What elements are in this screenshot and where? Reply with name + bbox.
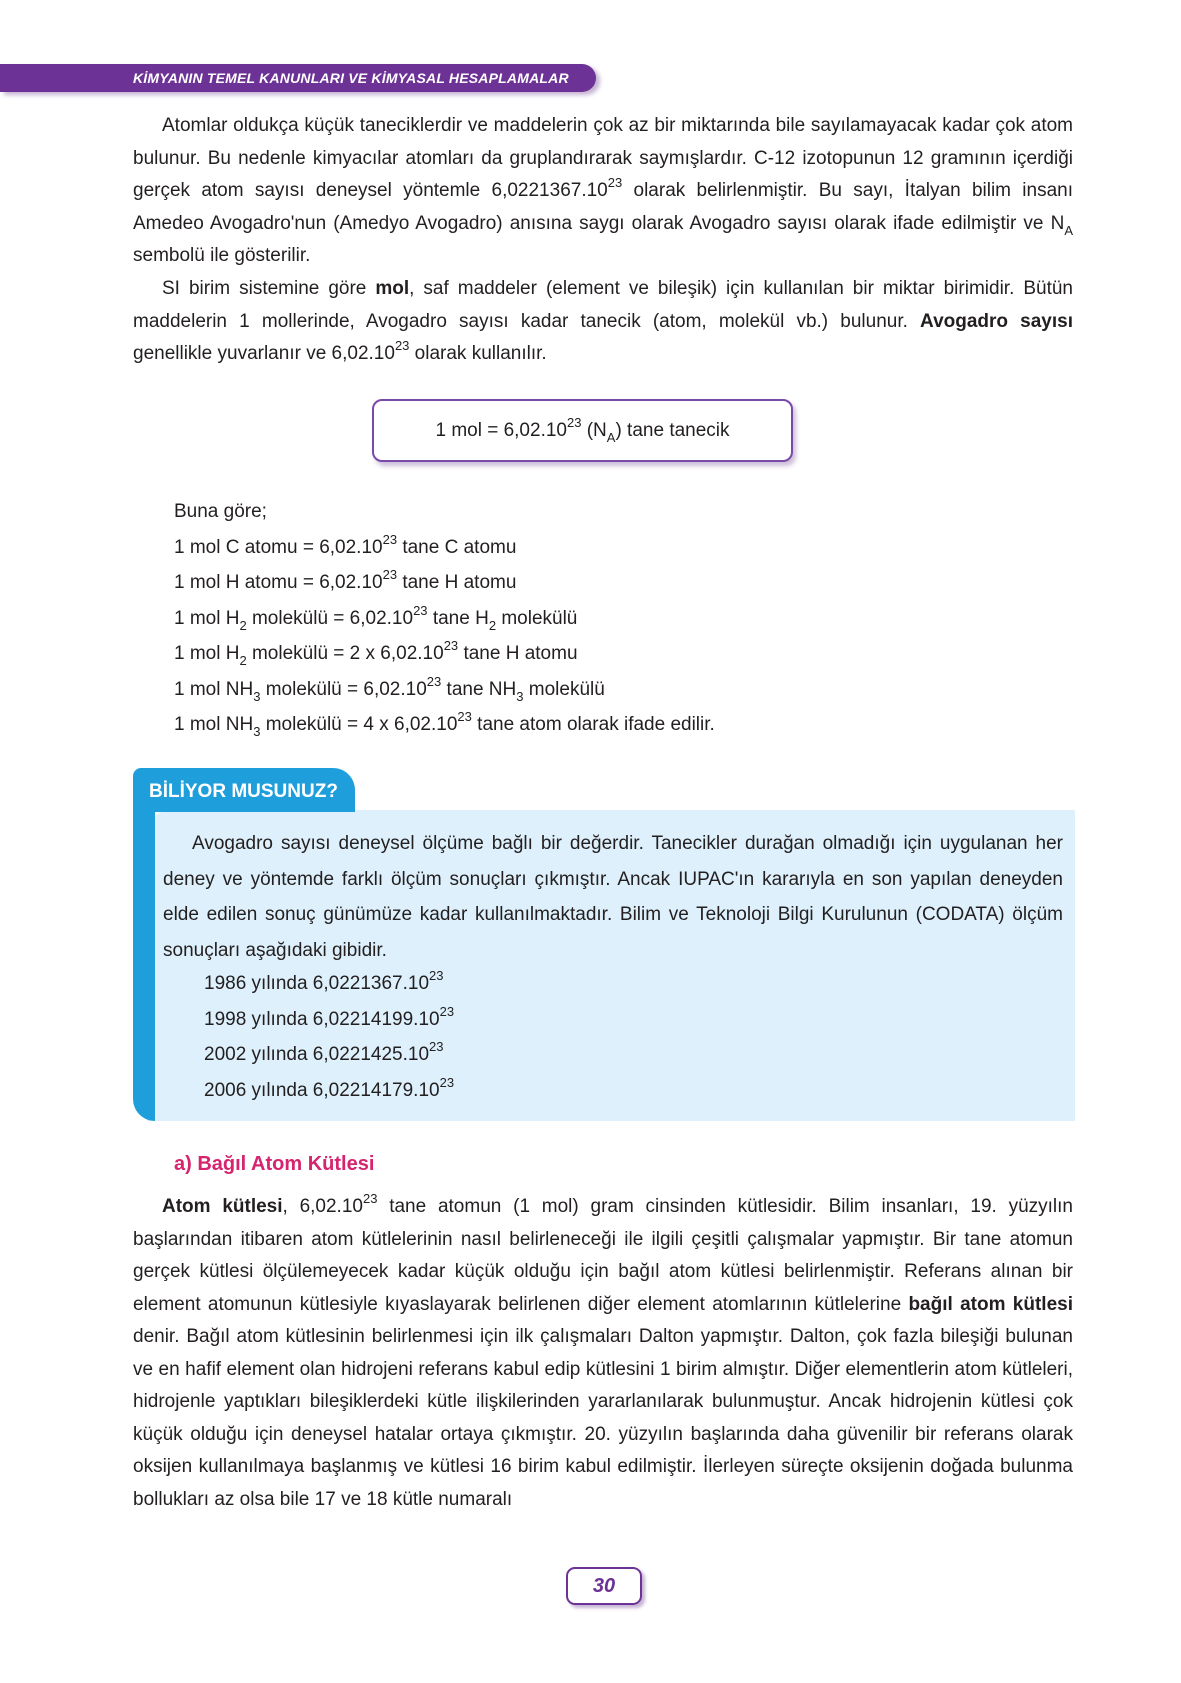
page-number: 30 [566,1567,642,1605]
intro-paragraph-2: SI birim sistemine göre mol, saf maddeler (element ve bileşik) için kullanılan bir miktar birimidir. Bütün maddelerin 1 mollerinde, Avogadro sayısı kadar tanecik (atom, molekül vb.) bulunur. Avogadro sayısı genellikle yuvarlanır ve 6,02.10$^{23}$ olarak kullanılır. [133,278,1073,364]
list-intro: Buna göre; [174,501,267,522]
list-item: 1 mol $H_2$ molekülü = 2 x 6,02.10$^{23}$ tane H atomu [174,638,578,668]
list-item: 2002 yılında 6,0221425.10$^{23}$ [204,1039,444,1065]
list-item: 1 mol C atomu = $6,02.10^{23}$ tane C atomu [174,531,517,558]
codata-values-list [204,966,454,1108]
list-item: 1998 yılında 6,02214199.10$^{23}$ [204,1003,455,1030]
list-item: 1986 yılında 6,0221367.10$^{23}$ [204,968,444,994]
list-item: 1 mol $H_2$ molekülü = $6,02.10^{23}$ tane $H_2$ molekülü [174,602,578,633]
info-box-accent-strip [133,805,155,1121]
info-box-tab: BİLİYOR MUSUNUZ? [133,768,355,812]
formula-text: 1 mol = $6,02.10^{23}$ $(N_A)$ tane tanecik [435,414,730,445]
intro-paragraph-1: Atomlar oldukça küçük taneciklerdir ve maddelerin çok az bir miktarında bile sayılamayacak kadar çok atom bulunur. Bu nedenle kimyacılar atomları da gruplandırarak saymışlardır. C-12 izotopunun 12 gramının içerdiği gerçek atom sayısı deneysel yöntemle 6,0221367.10$^{23}$ olarak belirlenmiştir. Bu sayı, İtalyan bilim insanı Amedeo Avogadro'nun (Amedyo Avogadro) anısına saygı olarak Avogadro sayısı olarak ifade edilmiştir ve $N_A$ sembolü ile gösterilir. [133,115,1073,266]
avogadro-formula-box [372,399,793,462]
info-box-text: Avogadro sayısı deneysel ölçüme bağlı bir değerdir. Tanecikler durağan olmadığı için uygulanan her deney ve yöntemde farklı ölçüm sonuçları çıkmıştır. Ancak IUPAC'ın kararıyla en son yapılan deneyden elde edilen sonuç günümüze kadar kullanılmaktadır. Bilim ve Teknoloji Bilgi Kurulunun (CODATA) ölçüm sonuçları aşağıdaki gibidir. [163,833,1063,961]
list-item: 2006 yılında 6,02214179.10$^{23}$ [204,1074,455,1101]
chapter-title: KİMYANIN TEMEL KANUNLARI VE KİMYASAL HESAPLAMALAR [133,70,569,86]
list-item: 1 mol $NH_3$ molekülü = 4 x 6,02.10$^{23}$ tane atom olarak ifade edilir. [174,709,715,739]
mole-examples-list [174,494,715,743]
section-title: a) Bağıl Atom Kütlesi [174,1153,375,1175]
section-paragraph: Atom kütlesi, 6,02.10$^{23}$ tane atomun (1 mol) gram cinsinden kütlesidir. Bilim insanları, 19. yüzyılın başlarından itibaren atom kütlelerinin nasıl belirleneceği ile ilgili çeşitli çalışmalar yapmıştır. Bir tane atomun gerçek kütlesi ölçülemeyecek kadar küçük olduğu için bağıl atom kütlesi belirlenmiştir. Referans alınan bir element atomunun kütlesiyle kıyaslayarak belirlenen diğer element atomlarının kütlelerine bağıl atom kütlesi denir. Bağıl atom kütlesinin belirlenmesi için ilk çalışmaları Dalton yapmıştır. Dalton, çok fazla bileşiği bulunan ve en hafif element olan hidrojeni referans kabul edip kütlesini 1 birim almıştır. Diğer elementlerin atom kütleleri, hidrojenle yaptıkları bileşiklerdeki kütle ilişkilerinden yararlanılarak bulunmuştur. Ancak hidrojenin kütlesi çok küçük olduğu için deneysel hatalar ortaya çıkmıştır. 20. yüzyılın başlarında daha güvenilir bir referans olarak oksijen kullanılmaya başlanmış ve kütlesi 16 birim kabul edilmiştir. İlerleyen süreçte oksijenin doğada bulunma bollukları az olsa bile 17 ve 18 kütle numaralı [133,1191,1073,1510]
list-item: 1 mol H atomu = $6,02.10^{23}$ tane H atomu [174,567,517,593]
list-item: 1 mol $NH_3$ molekülü = $6,02.10^{23}$ tane $NH_3$ molekülü [174,673,605,704]
